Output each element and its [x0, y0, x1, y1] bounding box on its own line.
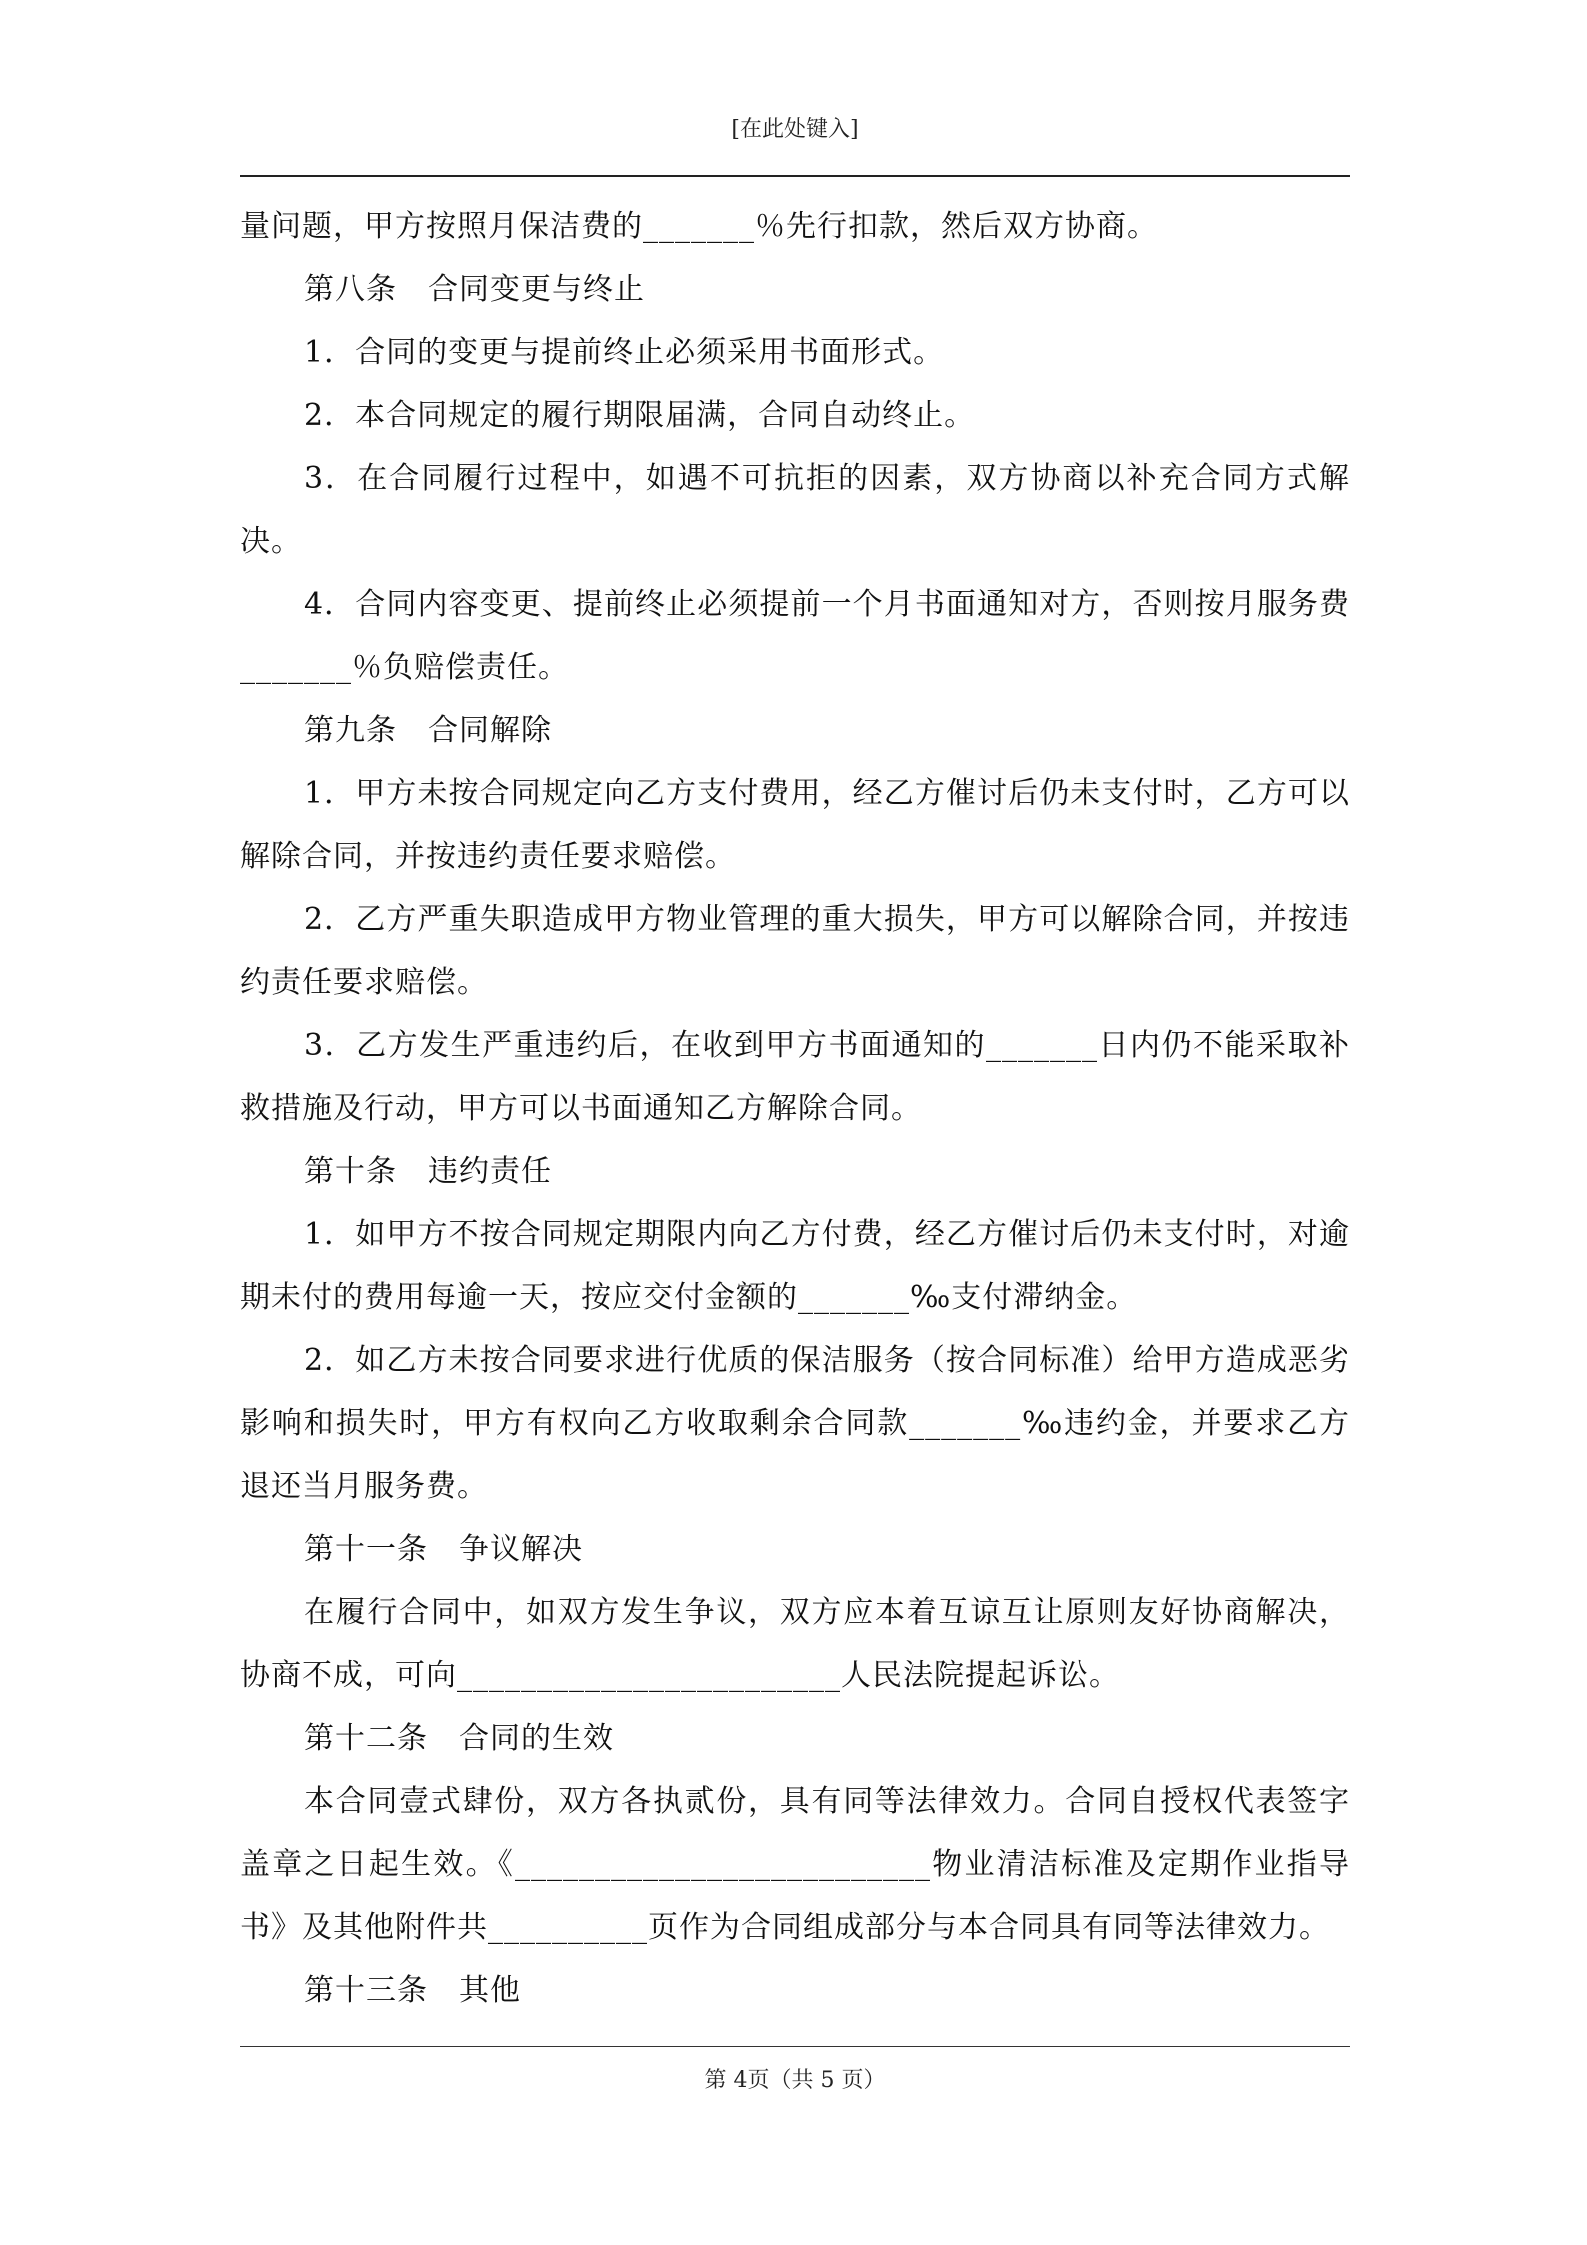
clause-10-2: 2．如乙方未按合同要求进行优质的保洁服务（按合同标准）给甲方造成恶劣影响和损失时，甲方有权向乙方收取剩余合同款_______‰违约金，并要求乙方退还当月服务费。	[240, 1343, 1350, 1504]
clause-9-3: 3．乙方发生严重违约后，在收到甲方书面通知的_______日内仍不能采取补救措施及行动，甲方可以书面通知乙方解除合同。	[240, 1028, 1350, 1126]
article-heading-11: 第十一条 争议解决	[304, 1532, 583, 1567]
page-header: [在此处键入]	[731, 117, 859, 142]
clause-12-text: 本合同壹式肆份，双方各执贰份，具有同等法律效力。合同自授权代表签字盖章之日起生效。《__________________________物业清洁标准及定期作业指导书》及其他附件共__________页作为合同组成部分与本合同具有同等法律效力。	[240, 1784, 1350, 1945]
clause-8-1: 1．合同的变更与提前终止必须采用书面形式。	[304, 335, 945, 370]
clause-8-2: 2．本合同规定的履行期限届满，合同自动终止。	[304, 398, 976, 433]
clause-8-3: 3．在合同履行过程中，如遇不可抗拒的因素，双方协商以补充合同方式解决。	[240, 461, 1350, 559]
header-divider	[240, 175, 1350, 177]
article-heading-10: 第十条 违约责任	[304, 1154, 552, 1189]
article-heading-13: 第十三条 其他	[304, 1973, 521, 2008]
document-body	[240, 195, 1350, 2022]
page-footer: 第 4页（共 5 页）	[704, 2068, 886, 2093]
clause-9-2: 2．乙方严重失职造成甲方物业管理的重大损失，甲方可以解除合同，并按违约责任要求赔偿。	[240, 902, 1350, 1000]
clause-8-4: 4．合同内容变更、提前终止必须提前一个月书面通知对方，否则按月服务费_______％负赔偿责任。	[240, 587, 1350, 685]
clause-11-text: 在履行合同中，如双方发生争议，双方应本着互谅互让原则友好协商解决，协商不成，可向________________________人民法院提起诉讼。	[240, 1595, 1350, 1693]
paragraph-continuation: 量问题，甲方按照月保洁费的_______％先行扣款，然后双方协商。	[240, 209, 1158, 244]
clause-9-1: 1．甲方未按合同规定向乙方支付费用，经乙方催讨后仍未支付时，乙方可以解除合同，并按违约责任要求赔偿。	[240, 776, 1350, 874]
article-heading-9: 第九条 合同解除	[304, 713, 552, 748]
footer-divider	[240, 2046, 1350, 2047]
article-heading-12: 第十二条 合同的生效	[304, 1721, 614, 1756]
article-heading-8: 第八条 合同变更与终止	[304, 272, 645, 307]
clause-10-1: 1．如甲方不按合同规定期限内向乙方付费，经乙方催讨后仍未支付时，对逾期未付的费用每逾一天，按应交付金额的_______‰支付滞纳金。	[240, 1217, 1350, 1315]
